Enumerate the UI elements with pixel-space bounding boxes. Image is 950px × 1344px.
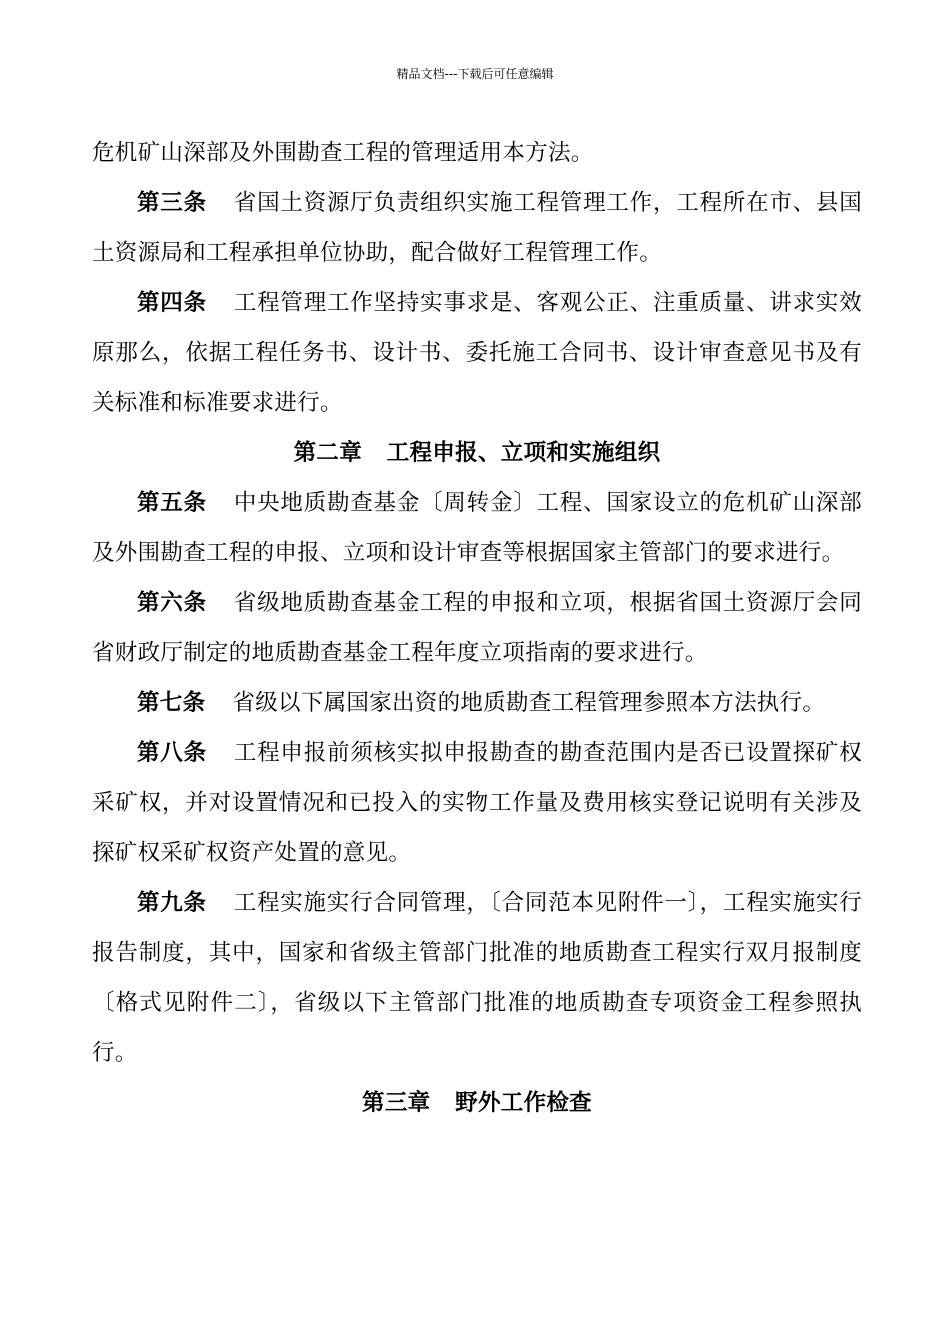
article-8 — [92, 728, 862, 878]
article-text: 工程申报前须核实拟申报勘查的勘查范围内是否已设置探矿权采矿权，并对设置情况和已投入的实物工作量及费用核实登记说明有关涉及探矿权采矿权资产处置的意见。 — [92, 740, 862, 866]
article-number: 第五条 — [137, 490, 207, 516]
article-6 — [92, 578, 862, 678]
chapter-2-heading — [92, 428, 862, 478]
article-number: 第七条 — [137, 690, 206, 716]
article-number: 第六条 — [137, 590, 207, 616]
page-header: 精品文档---下载后可任意编辑 — [396, 67, 554, 81]
article-text: 中央地质勘查基金〔周转金〕工程、国家设立的危机矿山深部及外围勘查工程的申报、立项和设计审查等根据国家主管部门的要求进行。 — [92, 490, 862, 566]
article-text: 省级地质勘查基金工程的申报和立项，根据省国土资源厅会同省财政厅制定的地质勘查基金工程年度立项指南的要求进行。 — [92, 590, 862, 666]
article-7 — [92, 678, 862, 728]
article-5 — [92, 478, 862, 578]
article-3 — [92, 178, 862, 278]
article-text: 工程管理工作坚持实事求是、客观公正、注重质量、讲求实效原那么，依据工程任务书、设计书、委托施工合同书、设计审查意见书及有关标准和标准要求进行。 — [92, 290, 862, 416]
article-number: 第三条 — [137, 190, 207, 216]
document-body — [92, 128, 862, 1128]
article-9 — [92, 878, 862, 1078]
continuation-paragraph: 危机矿山深部及外围勘查工程的管理适用本方法。 — [92, 140, 594, 166]
chapter-title: 野外工作检查 — [455, 1090, 592, 1116]
chapter-number: 第三章 — [362, 1090, 431, 1116]
article-number: 第四条 — [137, 290, 207, 316]
article-text: 省级以下属国家出资的地质勘查工程管理参照本方法执行。 — [232, 690, 826, 716]
article-text: 省国土资源厅负责组织实施工程管理工作，工程所在市、县国土资源局和工程承担单位协助，配合做好工程管理工作。 — [92, 190, 862, 266]
article-4 — [92, 278, 862, 428]
chapter-number: 第二章 — [293, 440, 363, 466]
chapter-3-heading — [92, 1078, 862, 1128]
article-number: 第九条 — [137, 890, 207, 916]
article-text: 工程实施实行合同管理，〔合同范本见附件一〕，工程实施实行报告制度，其中，国家和省级主管部门批准的地质勘查工程实行双月报制度〔格式见附件二〕，省级以下主管部门批准的地质勘查专项资金工程参照执行。 — [92, 890, 863, 1066]
article-number: 第八条 — [137, 740, 207, 766]
chapter-title: 工程申报、立项和实施组织 — [386, 440, 661, 466]
